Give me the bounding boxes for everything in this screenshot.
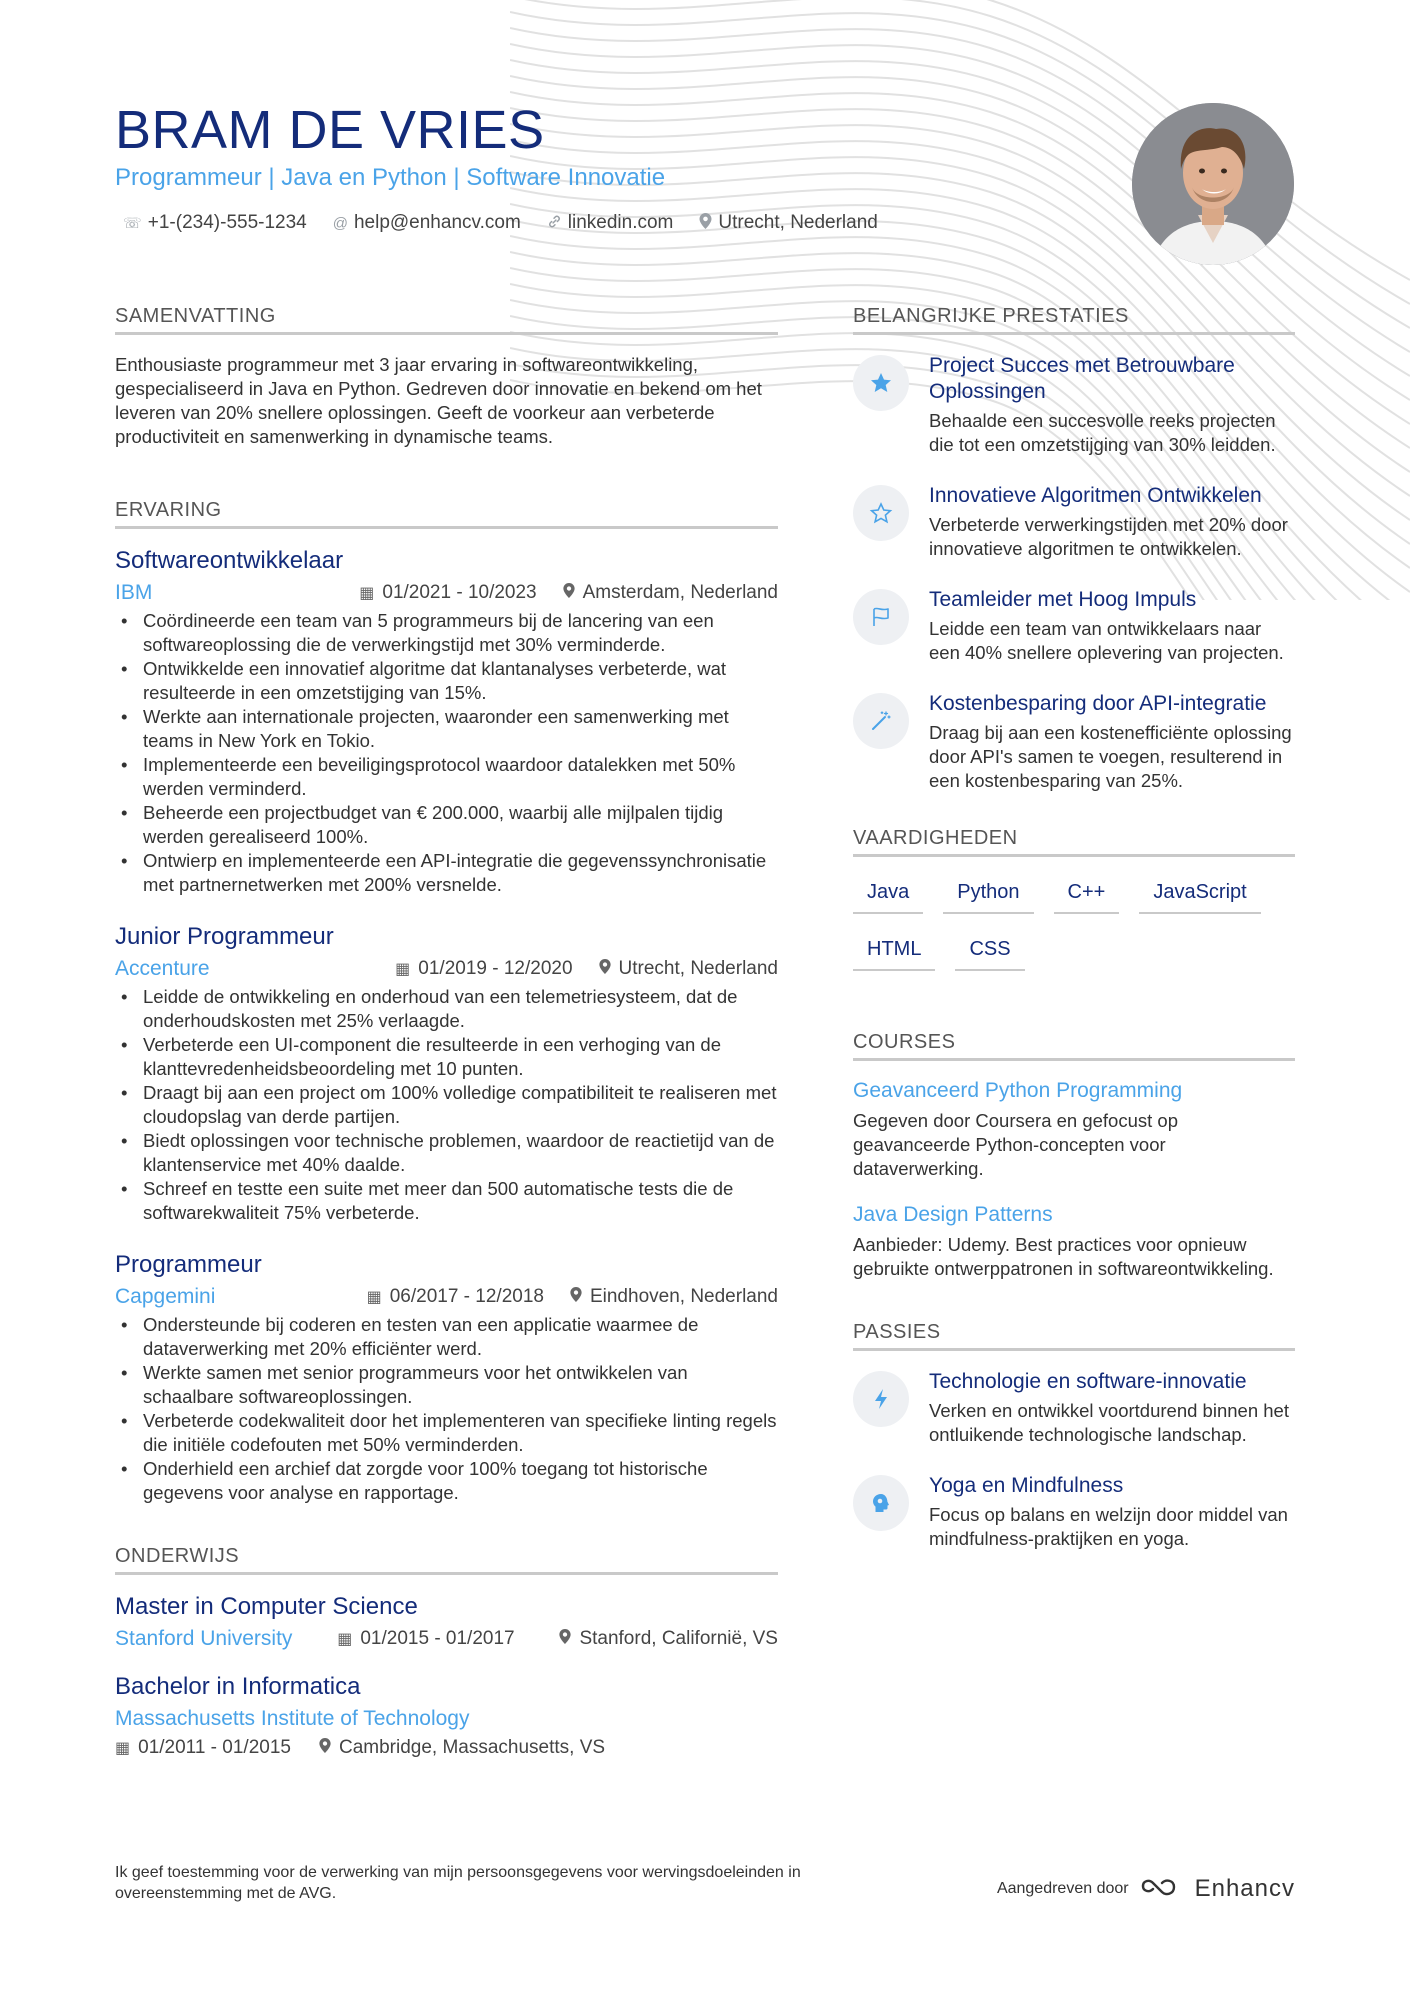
list-item: • Verbeterde codekwaliteit door het implementeren van specifieke linting regels die initiële codefouten met 50% verminderden. [115, 1409, 778, 1457]
contact-row [115, 212, 1015, 234]
list-item: • Werkte aan internationale projecten, waaronder een samenwerking met teams in New York en Tokio. [115, 705, 778, 753]
passion-item [853, 1369, 1295, 1447]
job-entry [115, 547, 778, 897]
list-item: • Ondersteunde bij coderen en testen van een applicatie waarmee de dataverwerking met 20% efficiënter werd. [115, 1313, 778, 1361]
list-item: • Schreef en testte een suite met meer dan 500 automatische tests die de softwarekwaliteit 75% verbeterde. [115, 1177, 778, 1225]
achievement-item [853, 691, 1295, 793]
education-entry [115, 1593, 778, 1651]
achievement-item [853, 587, 1295, 665]
edu-dates: ▦ 01/2011 - 01/2015 [115, 1737, 291, 1758]
job-company: IBM [115, 581, 153, 604]
right-column [853, 305, 1295, 1577]
skills-list [853, 875, 1295, 971]
job-location: Eindhoven, Nederland [570, 1286, 778, 1308]
education-heading: ONDERWIJS [115, 1545, 778, 1575]
list-item: • Draagt bij aan een project om 100% volledige compatibiliteit te realiseren met cloudopslag van derde partijen. [115, 1081, 778, 1129]
degree-title: Master in Computer Science [115, 1593, 418, 1620]
location-pin-icon [319, 1738, 331, 1758]
achievement-title: Project Succes met Betrouwbare Oplossingen [929, 354, 1235, 403]
location-pin-icon [570, 1287, 582, 1307]
achievement-desc: Draag bij aan een kostenefficiënte oplossing door API's samen te voegen, resulterend in een kostenbesparing van 25%. [929, 722, 1292, 791]
course-title: Java Design Patterns [853, 1203, 1053, 1226]
gdpr-consent: Ik geef toestemming voor de verwerking van mijn persoonsgegevens voor wervingsdoeleinden in overeenstemming met de AVG. [115, 1864, 801, 1902]
courses-heading: COURSES [853, 1031, 1295, 1061]
enhancv-logo-icon [1139, 1874, 1185, 1903]
phone-icon: ☏ [123, 215, 142, 232]
job-meta [115, 581, 778, 605]
achievements-section [853, 305, 1295, 793]
calendar-icon: ▦ [337, 1631, 353, 1648]
job-company: Capgemini [115, 1285, 216, 1308]
summary-section [115, 305, 778, 449]
job-dates: ▦ 01/2019 - 12/2020 [395, 958, 573, 979]
job-dates: ▦ 06/2017 - 12/2018 [366, 1286, 544, 1307]
summary-heading: SAMENVATTING [115, 305, 778, 335]
footer [115, 1862, 1295, 1904]
job-title: Junior Programmeur [115, 923, 334, 950]
passion-title: Technologie en software-innovatie [929, 1370, 1247, 1393]
edu-location: Stanford, Californië, VS [559, 1628, 778, 1650]
powered-by[interactable] [997, 1874, 1295, 1903]
location-pin-icon [559, 1629, 571, 1649]
skill-tag: C++ [1054, 875, 1120, 914]
brain-head-icon [853, 1475, 909, 1531]
candidate-name: BRAM DE VRIES [115, 100, 545, 160]
left-column [115, 305, 778, 1781]
contact-linkedin[interactable]: linkedin.com [547, 212, 674, 234]
edu-dates: ▦ 01/2015 - 01/2017 [337, 1628, 515, 1649]
job-title: Programmeur [115, 1251, 262, 1278]
list-item: • Implementeerde een beveiligingsprotocol waardoor datalekken met 50% werden verminderd. [115, 753, 778, 801]
experience-heading: ERVARING [115, 499, 778, 529]
school-name: Stanford University [115, 1627, 293, 1650]
achievement-title: Kostenbesparing door API-integratie [929, 692, 1267, 715]
location-pin-icon [563, 583, 575, 603]
education-entry [115, 1673, 778, 1759]
passions-heading: PASSIES [853, 1321, 1295, 1351]
edu-location: Cambridge, Massachusetts, VS [319, 1737, 605, 1759]
passion-title: Yoga en Mindfulness [929, 1474, 1124, 1497]
skill-tag: JavaScript [1139, 875, 1260, 914]
achievement-desc: Verbeterde verwerkingstijden met 20% door innovatieve algoritmen te ontwikkelen. [929, 514, 1288, 559]
job-entry [115, 923, 778, 1225]
course-item [853, 1203, 1295, 1281]
skill-tag: HTML [853, 932, 935, 971]
at-icon: @ [332, 214, 348, 232]
lightning-icon [853, 1371, 909, 1427]
list-item: • Coördineerde een team van 5 programmeurs bij de lancering van een softwareoplossing die de verwerkingstijd met 30% verminderde. [115, 609, 778, 657]
job-bullets [115, 1313, 778, 1505]
degree-title: Bachelor in Informatica [115, 1673, 361, 1700]
star-filled-icon [853, 355, 909, 411]
list-item: • Leidde de ontwikkeling en onderhoud van een telemetriesysteem, dat de onderhoudskosten met 25% verlaagde. [115, 985, 778, 1033]
achievement-desc: Behaalde een succesvolle reeks projecten die tot een omzetstijging van 30% leidden. [929, 410, 1276, 455]
header [115, 100, 1015, 234]
brand-name: Enhancv [1194, 1874, 1295, 1902]
school-name: Massachusetts Institute of Technology [115, 1707, 470, 1730]
job-title: Softwareontwikkelaar [115, 547, 344, 574]
calendar-icon: ▦ [115, 1740, 131, 1757]
job-meta [115, 957, 778, 981]
list-item: • Ontwierp en implementeerde een API-integratie die gegevenssynchronisatie met partnernetwerken met 200% versnelde. [115, 849, 778, 897]
summary-text: Enthousiaste programmeur met 3 jaar ervaring in softwareontwikkeling, gespecialiseerd in Java en Python. Gedreven door innovatie en bekend om het leveren van 20% snellere oplossingen. Geeft de voorkeur aan verbeterde productiviteit en samenwerking in dynamische teams. [115, 354, 762, 447]
achievement-item [853, 353, 1295, 457]
link-icon [547, 214, 562, 233]
profile-photo [1132, 103, 1294, 265]
job-dates: ▦ 01/2021 - 10/2023 [359, 582, 537, 603]
job-meta [115, 1285, 778, 1309]
course-item [853, 1079, 1295, 1181]
passions-section [853, 1321, 1295, 1551]
calendar-icon: ▦ [359, 585, 375, 602]
job-location: Utrecht, Nederland [599, 958, 778, 980]
job-entry [115, 1251, 778, 1505]
course-desc: Aanbieder: Udemy. Best practices voor opnieuw gebruikte ontwerppatronen in softwareontwikkeling. [853, 1234, 1274, 1279]
skill-tag: Python [943, 875, 1033, 914]
achievement-title: Innovatieve Algoritmen Ontwikkelen [929, 484, 1262, 507]
list-item: • Ontwikkelde een innovatief algoritme dat klantanalyses verbeterde, wat resulteerde in een omzetstijging van 15%. [115, 657, 778, 705]
candidate-title: Programmeur | Java en Python | Software Innovatie [115, 164, 666, 191]
skills-heading: VAARDIGHEDEN [853, 827, 1295, 857]
education-section [115, 1545, 778, 1759]
job-bullets [115, 609, 778, 897]
courses-section [853, 1031, 1295, 1281]
skill-tag: CSS [955, 932, 1024, 971]
list-item: • Verbeterde een UI-component die resulteerde in een verhoging van de klanttevredenheidsbeoordeling met 10 punten. [115, 1033, 778, 1081]
magic-wand-icon [853, 693, 909, 749]
powered-by-label: Aangedreven door [996, 1879, 1129, 1897]
skills-section [853, 827, 1295, 971]
calendar-icon: ▦ [395, 961, 411, 978]
achievements-heading: BELANGRIJKE PRESTATIES [853, 305, 1295, 335]
course-title: Geavanceerd Python Programming [853, 1079, 1183, 1102]
contact-location: Utrecht, Nederland [699, 212, 877, 234]
passion-item [853, 1473, 1295, 1551]
job-location: Amsterdam, Nederland [563, 582, 778, 604]
passion-desc: Verken en ontwikkel voortdurend binnen het ontluikende technologische landschap. [929, 1400, 1289, 1445]
achievement-title: Teamleider met Hoog Impuls [929, 588, 1197, 611]
skill-tag: Java [853, 875, 923, 914]
job-company: Accenture [115, 957, 210, 980]
achievement-desc: Leidde een team van ontwikkelaars naar een 40% snellere oplevering van projecten. [929, 618, 1284, 663]
flag-icon [853, 589, 909, 645]
list-item: • Werkte samen met senior programmeurs voor het ontwikkelen van schaalbare softwareoplossingen. [115, 1361, 778, 1409]
location-pin-icon [599, 959, 611, 979]
list-item: • Onderhield een archief dat zorgde voor 100% toegang tot historische gegevens voor analyse en rapportage. [115, 1457, 778, 1505]
passion-desc: Focus op balans en welzijn door middel van mindfulness-praktijken en yoga. [929, 1504, 1288, 1549]
calendar-icon: ▦ [366, 1289, 382, 1306]
experience-section [115, 499, 778, 1505]
contact-phone[interactable]: ☏ +1-(234)-555-1234 [123, 212, 307, 233]
list-item: • Biedt oplossingen voor technische problemen, waardoor de reactietijd van de klantenservice met 40% daalde. [115, 1129, 778, 1177]
location-pin-icon [699, 213, 712, 233]
achievement-item [853, 483, 1295, 561]
star-outline-icon [853, 485, 909, 541]
job-bullets [115, 985, 778, 1225]
list-item: • Beheerde een projectbudget van € 200.000, waarbij alle mijlpalen tijdig werden gerealiseerd 100%. [115, 801, 778, 849]
contact-email[interactable]: @ help@enhancv.com [332, 212, 521, 233]
course-desc: Gegeven door Coursera en gefocust op geavanceerde Python-concepten voor dataverwerking. [853, 1110, 1178, 1179]
